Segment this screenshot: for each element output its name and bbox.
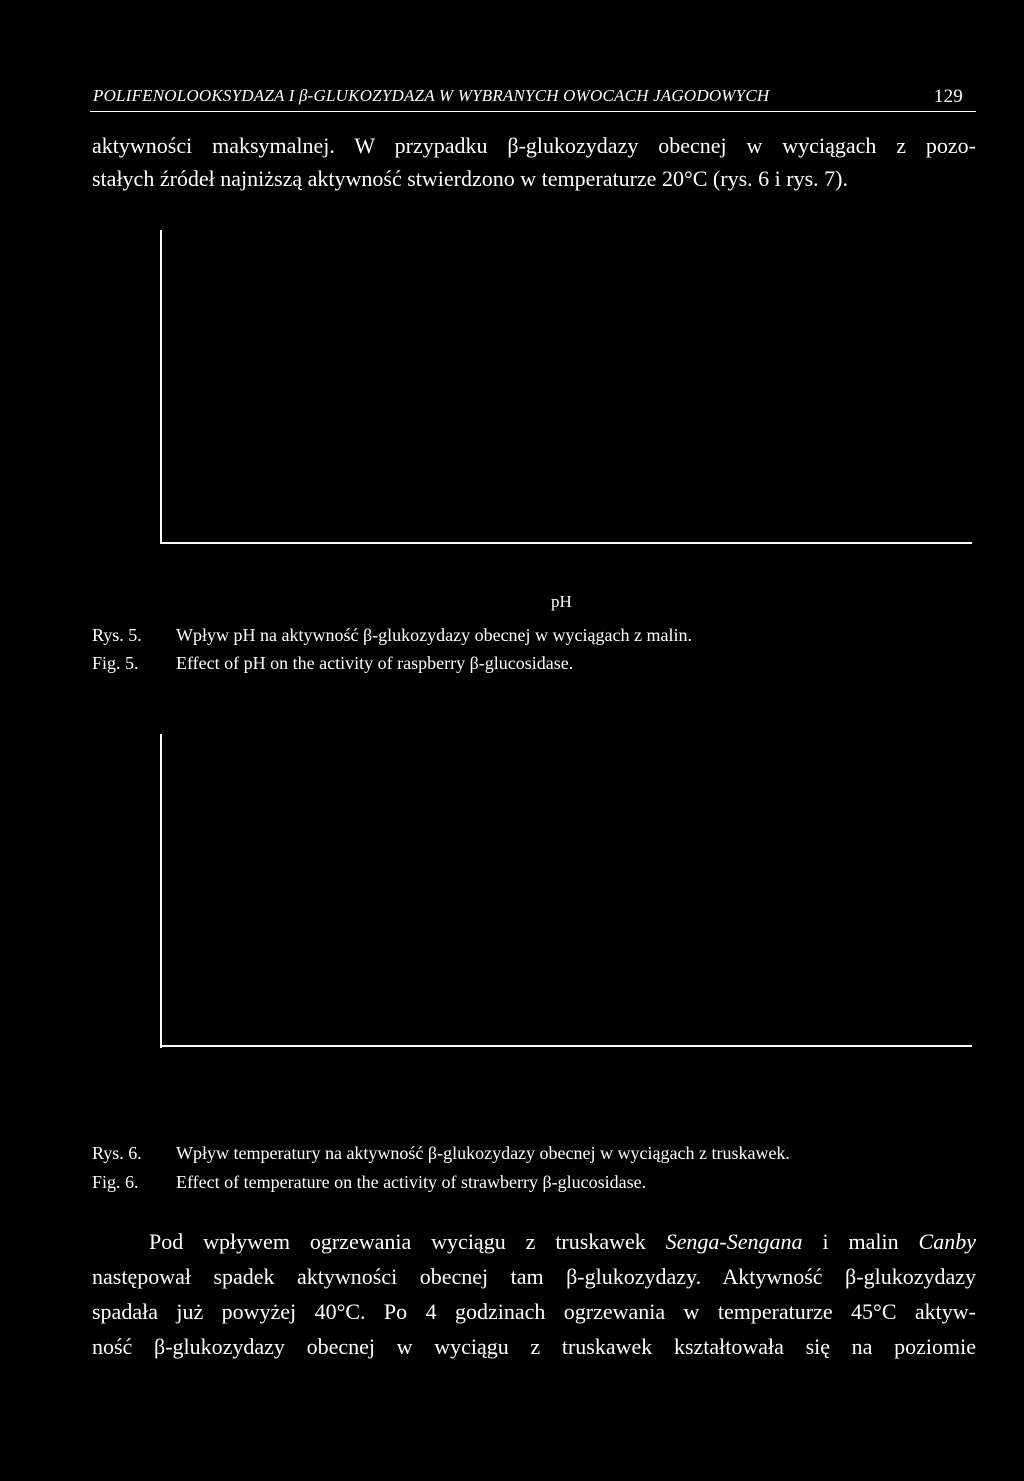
body-line-1 [92, 1224, 976, 1259]
figure-5-plot [160, 230, 972, 546]
figure-5-caption-en-text: Effect of pH on the activity of raspberry β-glucosidase. [176, 653, 574, 673]
body-line-3: spadała już powyżej 40°C. Po 4 godzinach ogrzewania w temperaturze 45°C aktyw- [92, 1299, 976, 1324]
figure-6-caption [92, 1142, 972, 1193]
figure-5-caption-pl-text: Wpływ pH na aktywność β-glukozydazy obecnej w wyciągach z malin. [176, 625, 692, 645]
figure-6-caption-pl-text: Wpływ temperatury na aktywność β-glukozydazy obecnej w wyciągach z truskawek. [176, 1143, 790, 1163]
figure-6-caption-en-text: Effect of temperature on the activity of strawberry β-glucosidase. [176, 1172, 647, 1192]
figure-5-y-axis [160, 230, 162, 544]
cultivar-canby: Canby [918, 1229, 976, 1254]
figure-6-x-axis [160, 1045, 972, 1047]
figure-6-caption-en-label: Fig. 6. [92, 1172, 139, 1192]
running-header [93, 86, 973, 106]
body-paragraph [92, 1224, 976, 1364]
figure-5-caption-pl-label: Rys. 5. [92, 625, 142, 645]
cultivar-senga-sengana: Senga-Sengana [665, 1229, 803, 1254]
body-line-1-text-a: Pod wpływem ogrzewania wyciągu z truskawek [149, 1229, 666, 1254]
figure-6-plot [160, 734, 972, 1050]
figure-6-caption-pl [92, 1142, 972, 1164]
body-line-4: ność β-glukozydazy obecnej w wyciągu z truskawek kształtowała się na poziomie [92, 1334, 976, 1359]
figure-6-y-axis [160, 734, 162, 1048]
figure-5-caption-en [92, 652, 972, 674]
header-rule [90, 111, 976, 112]
figure-6-caption-en [92, 1171, 972, 1193]
intro-paragraph [92, 129, 976, 195]
body-line-1-text-c: i malin [802, 1229, 919, 1254]
page-number: 129 [933, 86, 963, 107]
figure-5-caption-pl [92, 624, 972, 646]
intro-line-2: stałych źródeł najniższą aktywność stwierdzono w temperaturze 20°C (rys. 6 i rys. 7). [92, 166, 848, 191]
intro-line-1: aktywności maksymalnej. W przypadku β-glukozydazy obecnej w wyciągach z pozo- [92, 133, 976, 158]
figure-6-caption-pl-label: Rys. 6. [92, 1143, 142, 1163]
body-line-2: następował spadek aktywności obecnej tam β-glukozydazy. Aktywność β-glukozydazy [92, 1264, 976, 1289]
figure-5-caption-en-label: Fig. 5. [92, 653, 139, 673]
figure-5-caption [92, 624, 972, 674]
running-title: POLIFENOLOOKSYDAZA I β-GLUKOZYDAZA W WYBRANYCH OWOCACH JAGODOWYCH [93, 86, 770, 105]
figure-5-x-axis [160, 542, 972, 544]
figure-5-axis-label: pH [551, 592, 572, 611]
